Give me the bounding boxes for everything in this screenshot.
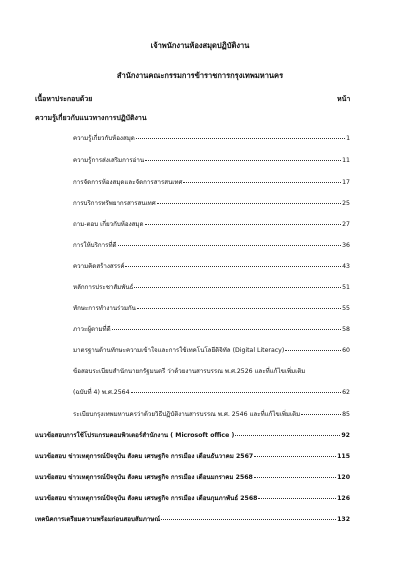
dot-leader (254, 456, 336, 457)
toc-item (73, 198, 350, 208)
dot-leader (145, 160, 341, 161)
dot-leader (145, 224, 342, 225)
toc-item-title: ระเบียบกรุงเทพมหานครว่าด้วยวิธีปฏิบัติงานสารบรรณ พ.ศ. 2546 และที่แก้ไขเพิ่มเติม (73, 411, 301, 418)
toc-bold-item (35, 430, 350, 440)
toc-item (73, 261, 350, 271)
toc-item-page: 85 (342, 411, 350, 418)
dot-leader (134, 287, 341, 288)
toc-item-title: แนวข้อสอบ ข่าวเหตุการณ์ปัจจุบัน สังคม เศรษฐกิจ การเมือง เดือนกุมภาพันธ์ 2568 (35, 495, 258, 502)
document-subtitle: สำนักงานคณะกรรมการข้าราชการกรุงเทพมหานคร (116, 71, 284, 80)
toc-item-page: 17 (342, 179, 350, 186)
dot-leader (125, 266, 341, 267)
dot-leader (254, 477, 336, 478)
toc-bold-item (35, 514, 350, 524)
section-heading: ความรู้เกี่ยวกับแนวทางการปฏิบัติงาน (35, 114, 147, 122)
toc-item (73, 324, 350, 334)
toc-item-page: 92 (341, 432, 350, 439)
toc-item-page: 60 (342, 347, 350, 354)
toc-item (73, 282, 350, 292)
toc-page-heading: หน้า (337, 95, 351, 103)
dot-leader (136, 138, 345, 139)
toc-item-title: (ฉบับที่ 4) พ.ศ.2564 (73, 389, 130, 396)
toc-bold-item (35, 451, 350, 461)
toc-item-title: ภาวะผู้ตามที่ดี (73, 326, 111, 333)
toc-item (73, 133, 350, 143)
toc-item-page: 126 (337, 495, 350, 502)
dot-leader (118, 245, 342, 246)
toc-item (73, 155, 350, 165)
toc-item-page: 43 (342, 263, 350, 270)
toc-item-title: การจัดการห้องสมุดและจัดการสารสนเทศ (73, 179, 183, 186)
toc-item-page: 11 (342, 157, 350, 164)
toc-item-page: 25 (342, 200, 350, 207)
toc-item-title: หลักการประชาสัมพันธ์ (73, 284, 134, 291)
dot-leader (235, 435, 340, 436)
toc-item-page: 1 (346, 135, 350, 142)
toc-item (73, 240, 350, 250)
toc-item-title: ข้อสอบระเบียบสำนักนายกรัฐมนตรี ว่าด้วยงานสารบรรณ พ.ศ.2526 และที่แก้ไขเพิ่มเติม (73, 368, 306, 375)
toc-item (73, 409, 350, 419)
toc-item (73, 177, 350, 187)
dot-leader (157, 203, 341, 204)
toc-item-page: 36 (342, 242, 350, 249)
toc-item-page: 51 (342, 284, 350, 291)
toc-item-page: 120 (337, 474, 350, 481)
toc-item-page: 55 (342, 305, 350, 312)
toc-item-page: 62 (342, 389, 350, 396)
dot-leader (258, 498, 336, 499)
toc-item-page: 58 (342, 326, 350, 333)
dot-leader (112, 329, 341, 330)
toc-item-title: ถาม-ตอบ เกี่ยวกับห้องสมุด (73, 221, 144, 228)
toc-item-title: แนวข้อสอบ ข่าวเหตุการณ์ปัจจุบัน สังคม เศรษฐกิจ การเมือง เดือนมกราคม 2568 (35, 474, 253, 481)
toc-item-title: แนวข้อสอบการใช้โปรแกรมคอมพิวเตอร์สำนักงาน ( Microsoft office ) (35, 432, 235, 439)
dot-leader (301, 414, 341, 415)
toc-item-title: เทคนิคการเตรียมความพร้อมก่อนสอบสัมภาษณ์ (35, 516, 161, 523)
toc-item-title: ความคิดสร้างสรรค์ (73, 263, 125, 270)
toc-item-title: การให้บริการที่ดี (73, 242, 117, 249)
toc-content-heading: เนื้อหาประกอบด้วย (35, 95, 93, 103)
dot-leader (131, 392, 342, 393)
dot-leader (285, 350, 341, 351)
toc-item (73, 345, 350, 355)
toc-item-page: 27 (342, 221, 350, 228)
toc-item-title: ความรู้การส่งเสริมการอ่าน (73, 157, 145, 164)
toc-item-title: การบริการทรัพยากรสารสนเทศ (73, 200, 156, 207)
dot-leader (183, 182, 341, 183)
toc-item-title: มาตรฐานด้านทักษะความเข้าใจและการใช้เทคโนโลยีดิจิทัล (Digital Literacy) (73, 347, 285, 354)
toc-bold-item (35, 472, 350, 482)
toc-item (73, 219, 350, 229)
document-title: เจ้าพนักงานห้องสมุดปฏิบัติงาน (150, 41, 250, 50)
toc-item-page: 115 (337, 453, 350, 460)
toc-item-page: 132 (337, 516, 350, 523)
toc-bold-item (35, 493, 350, 503)
toc-item (73, 303, 350, 313)
toc-item-title: ความรู้เกี่ยวกับห้องสมุด (73, 135, 135, 142)
toc-item-title: ทักษะการทำงานร่วมกัน (73, 305, 136, 312)
dot-leader (161, 519, 336, 520)
toc-item (73, 387, 350, 397)
toc-item-title: แนวข้อสอบ ข่าวเหตุการณ์ปัจจุบัน สังคม เศรษฐกิจ การเมือง เดือนธันวาคม 2567 (35, 453, 254, 460)
dot-leader (137, 308, 341, 309)
